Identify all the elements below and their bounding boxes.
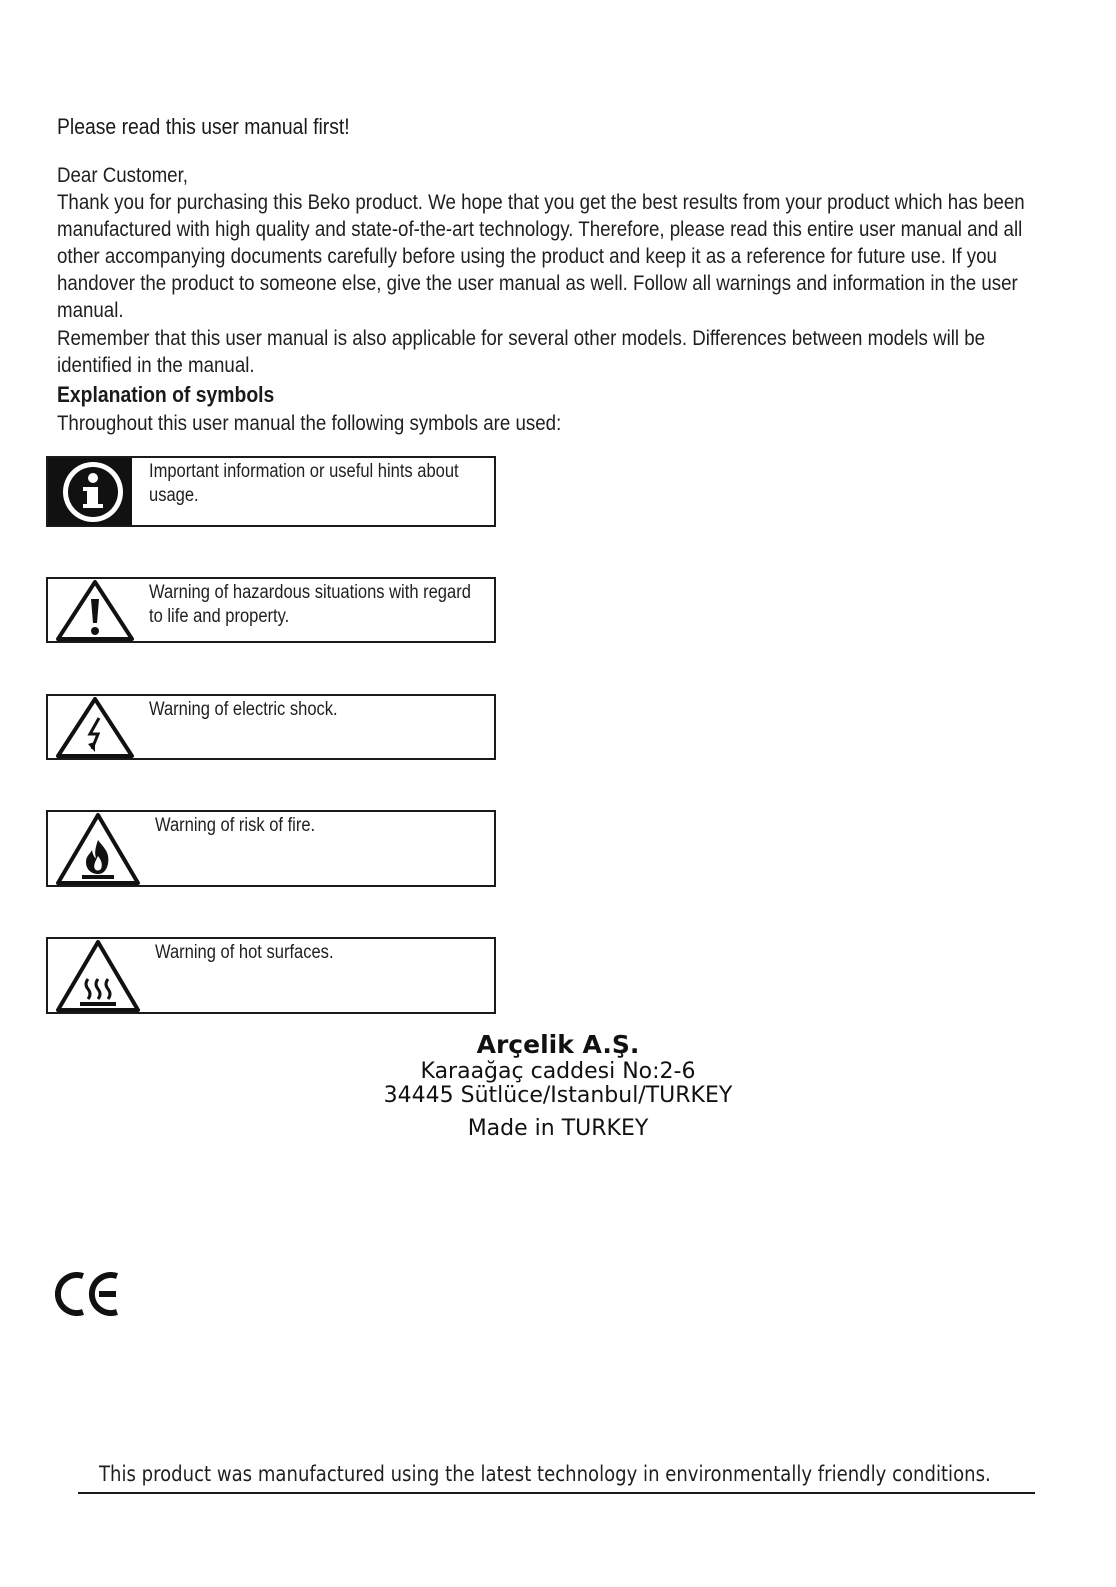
footer-rule (78, 1492, 1035, 1494)
ce-mark-icon (55, 1272, 121, 1316)
greeting: Dear Customer, (57, 163, 188, 187)
symbol-hot-text: Warning of hot surfaces. (155, 942, 334, 963)
symbol-fire-text: Warning of risk of fire. (155, 815, 316, 836)
intro-paragraph: Thank you for purchasing this Beko product. We hope that you get the best results from your product which has been manufactured with high quality and state-of-the-art technology. Therefore, please read this entire user manual and all other accompanying documents carefully before using the product and keep it as a reference for future use. If you handover the product to someone else, give the user manual as well. Follow all warnings and information in the user manual. (57, 190, 1025, 322)
symbol-info-box (46, 456, 496, 527)
symbol-warning-box (46, 577, 496, 643)
fire-icon (48, 812, 143, 885)
symbol-info-text: Important information or useful hints about usage. (149, 461, 459, 506)
page-heading: Please read this user manual first! (57, 114, 350, 139)
symbol-hot-box (46, 937, 496, 1014)
manufacturer-city: 34445 Sütlüce/Istanbul/TURKEY (383, 1083, 733, 1108)
symbol-electric-box (46, 694, 496, 760)
manufacturer-name: Arçelik A.Ş. (476, 1030, 640, 1059)
symbol-warning-text: Warning of hazardous situations with regard to life and property. (149, 582, 471, 627)
symbols-title: Explanation of symbols (57, 382, 275, 407)
symbol-electric-text: Warning of electric shock. (149, 699, 338, 720)
warning-icon (48, 579, 138, 641)
symbol-fire-box (46, 810, 496, 887)
symbols-intro: Throughout this user manual the following symbols are used: (57, 411, 562, 435)
footer-statement: This product was manufactured using the latest technology in environmentally friendly conditions. (99, 1462, 991, 1486)
manufacturer-street: Karaağaç caddesi No:2-6 (420, 1059, 696, 1084)
hot-surface-icon (48, 939, 143, 1012)
info-icon (48, 458, 132, 525)
electric-shock-icon (48, 696, 138, 758)
made-in: Made in TURKEY (467, 1116, 649, 1141)
reminder-paragraph: Remember that this user manual is also applicable for several other models. Differences between models will be identified in the manual. (57, 326, 986, 377)
